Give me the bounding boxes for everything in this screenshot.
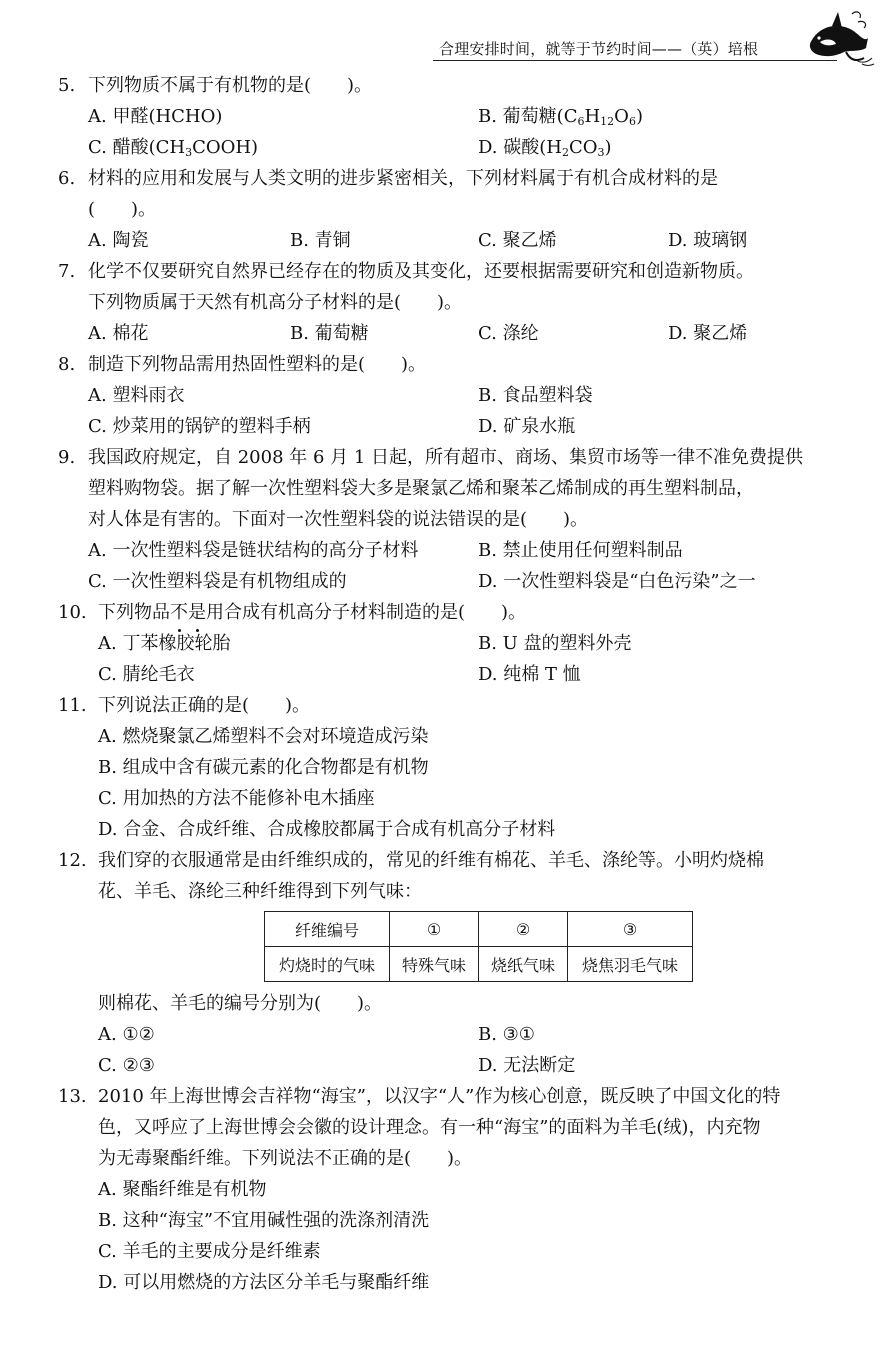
q10-option-a: A. 丁苯橡胶轮胎 xyxy=(98,633,231,654)
q10-options-row-2 xyxy=(58,659,870,690)
q13-number: 13. xyxy=(58,1086,87,1107)
fiber-odor-table xyxy=(264,911,693,982)
q7-stem-line-1 xyxy=(58,256,870,287)
q9-option-d: D. 一次性塑料袋是“白色污染”之一 xyxy=(478,571,756,592)
q6-stem-line-2: ( )。 xyxy=(88,199,157,220)
q8-stem-line xyxy=(58,349,870,380)
q13-option-d: D. 可以用燃烧的方法区分羊毛与聚酯纤维 xyxy=(98,1272,430,1293)
table-row xyxy=(265,947,693,982)
q11-option-c: C. 用加热的方法不能修补电木插座 xyxy=(98,788,375,809)
q9-stem-line-3: 对人体是有害的。下面对一次性塑料袋的说法错误的是( )。 xyxy=(88,509,589,530)
question-page xyxy=(58,70,870,1298)
q13-option-a: A. 聚酯纤维是有机物 xyxy=(98,1179,267,1200)
table-header-cell: ① xyxy=(390,912,479,947)
q13-stem-line-3: 为无毒聚酯纤维。下列说法不正确的是( )。 xyxy=(98,1148,473,1169)
q13-stem-line-1 xyxy=(58,1081,870,1112)
q7-options xyxy=(58,318,870,349)
q10-option-b: B. U 盘的塑料外壳 xyxy=(478,633,632,654)
table-header-cell: 纤维编号 xyxy=(265,912,390,947)
table-header-cell: ③ xyxy=(568,912,693,947)
table-header-cell: ② xyxy=(479,912,568,947)
q8-option-b: B. 食品塑料袋 xyxy=(478,385,593,406)
q6-stem-line-1 xyxy=(58,163,870,194)
q8-number: 8. xyxy=(58,354,76,375)
q7-option-b: B. 葡萄糖 xyxy=(290,323,369,344)
emphasis-dot-bu: 不 xyxy=(170,597,188,628)
q6-option-d: D. 玻璃钢 xyxy=(668,230,748,251)
q9-option-a: A. 一次性塑料袋是链状结构的高分子材料 xyxy=(88,540,419,561)
q11-option-a: A. 燃烧聚氯乙烯塑料不会对环境造成污染 xyxy=(98,726,429,747)
q8-option-a: A. 塑料雨衣 xyxy=(88,385,185,406)
q10-option-d: D. 纯棉 T 恤 xyxy=(478,664,581,685)
q9-stem-line-1 xyxy=(58,442,870,473)
q9-stem: 我国政府规定，自 2008 年 6 月 1 日起，所有超市、商场、集贸市场等一律不准免费提供 xyxy=(88,447,804,468)
q12-number: 12. xyxy=(58,850,87,871)
q10-stem: 下列物品不是用合成有机高分子材料制造的是( )。 xyxy=(98,602,526,623)
q12-stem-line-2: 花、羊毛、涤纶三种纤维得到下列气味： xyxy=(98,881,422,902)
q12-stem-line-3: 则棉花、羊毛的编号分别为( )。 xyxy=(98,993,383,1014)
q11-stem-line xyxy=(58,690,870,721)
q5-stem-line xyxy=(58,70,870,101)
q7-number: 7. xyxy=(58,261,76,282)
q12-option-d: D. 无法断定 xyxy=(478,1055,576,1076)
q11-option-d: D. 合金、合成纤维、合成橡胶都属于合成有机高分子材料 xyxy=(98,819,556,840)
q11-number: 11. xyxy=(58,695,87,716)
q12-option-b: B. ③① xyxy=(478,1024,535,1045)
q9-option-b: B. 禁止使用任何塑料制品 xyxy=(478,540,683,561)
q6-option-c: C. 聚乙烯 xyxy=(478,230,557,251)
q8-options-row-1 xyxy=(58,380,870,411)
q13-stem: 2010 年上海世博会吉祥物“海宝”，以汉字“人”作为核心创意，既反映了中国文化的特 xyxy=(98,1086,781,1107)
q10-stem-line xyxy=(58,597,870,628)
q13-option-c: C. 羊毛的主要成分是纤维素 xyxy=(98,1241,321,1262)
q5-option-a: A. 甲醛(HCHO) xyxy=(88,106,223,127)
q5-option-b: B. 葡萄糖$(C_6H_{12}O_6)$ xyxy=(478,106,643,128)
q12-option-c: C. ②③ xyxy=(98,1055,155,1076)
q5-stem: 下列物质不属于有机物的是( )。 xyxy=(88,75,373,96)
table-cell: 烧纸气味 xyxy=(479,947,568,982)
q5-option-c: C. 醋酸$(CH_3COOH)$ xyxy=(88,137,259,159)
q12-options-row-2 xyxy=(58,1050,870,1081)
q12-options-row-1 xyxy=(58,1019,870,1050)
q9-number: 9. xyxy=(58,447,76,468)
table-cell: 烧焦羽毛气味 xyxy=(568,947,693,982)
q11-option-b: B. 组成中含有碳元素的化合物都是有机物 xyxy=(98,757,429,778)
header-motto: 合理安排时间，就等于节约时间——（英）培根 xyxy=(439,40,759,58)
q6-stem: 材料的应用和发展与人类文明的进步紧密相关，下列材料属于有机合成材料的是 xyxy=(88,168,718,189)
q5-option-d: D. 碳酸$(H_2CO_3)$ xyxy=(478,137,612,159)
q8-option-d: D. 矿泉水瓶 xyxy=(478,416,576,437)
table-row xyxy=(265,912,693,947)
q9-options-row-2 xyxy=(58,566,870,597)
page-header xyxy=(433,36,837,61)
q7-stem-line-2: 下列物质属于天然有机高分子材料的是( )。 xyxy=(88,292,463,313)
q13-option-b: B. 这种“海宝”不宜用碱性强的洗涤剂清洗 xyxy=(98,1210,430,1231)
table-cell: 灼烧时的气味 xyxy=(265,947,390,982)
q5-options-row-1 xyxy=(58,101,870,132)
q8-option-c: C. 炒菜用的锅铲的塑料手柄 xyxy=(88,416,311,437)
orca-logo-icon xyxy=(806,8,876,68)
q13-stem-line-2: 色，又呼应了上海世博会会徽的设计理念。有一种“海宝”的面料为羊毛(绒)，内充物 xyxy=(98,1117,761,1138)
table-cell: 特殊气味 xyxy=(390,947,479,982)
q9-stem-line-2: 塑料购物袋。据了解一次性塑料袋大多是聚氯乙烯和聚苯乙烯制成的再生塑料制品， xyxy=(88,478,754,499)
q12-option-a: A. ①② xyxy=(98,1024,155,1045)
q7-stem: 化学不仅要研究自然界已经存在的物质及其变化，还要根据需要研究和创造新物质。 xyxy=(88,261,754,282)
q10-option-c: C. 腈纶毛衣 xyxy=(98,664,195,685)
q9-options-row-1 xyxy=(58,535,870,566)
q6-options xyxy=(58,225,870,256)
q8-stem: 制造下列物品需用热固性塑料的是( )。 xyxy=(88,354,427,375)
q10-number: 10. xyxy=(58,602,87,623)
q11-stem: 下列说法正确的是( )。 xyxy=(98,695,311,716)
q12-stem-line-1 xyxy=(58,845,870,876)
q7-option-d: D. 聚乙烯 xyxy=(668,323,748,344)
q12-stem: 我们穿的衣服通常是由纤维织成的，常见的纤维有棉花、羊毛、涤纶等。小明灼烧棉 xyxy=(98,850,764,871)
q5-options-row-2 xyxy=(58,132,870,163)
q10-options-row-1 xyxy=(58,628,870,659)
q7-option-c: C. 涤纶 xyxy=(478,323,539,344)
q8-options-row-2 xyxy=(58,411,870,442)
q5-number: 5. xyxy=(58,75,76,96)
q6-option-b: B. 青铜 xyxy=(290,230,351,251)
q6-option-a: A. 陶瓷 xyxy=(88,230,149,251)
q6-number: 6. xyxy=(58,168,76,189)
q7-option-a: A. 棉花 xyxy=(88,323,149,344)
emphasis-dot-shi: 是 xyxy=(188,597,206,628)
q9-option-c: C. 一次性塑料袋是有机物组成的 xyxy=(88,571,347,592)
